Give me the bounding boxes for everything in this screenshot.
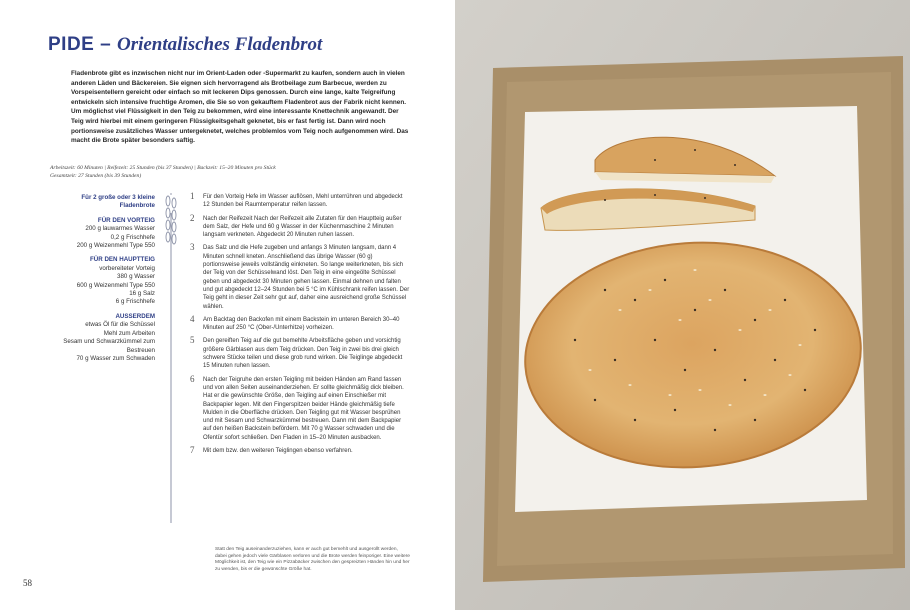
ingredient-item: 16 g Salz [129, 290, 155, 298]
title-dash: – [94, 34, 117, 55]
ingredient-item: 200 g lauwarmes Wasser [85, 225, 155, 233]
section-heading-ausserdem: AUSSERDEM [115, 312, 155, 320]
step-text: Den gereiften Teig auf die gut bemehlte Arbeitsfläche geben und vorsichtig größere Gärblasen aus dem Teig drücken. Den Teig in zwei bis drei gleich schwere Stücke teilen und diese grob rund wirken. Die Teiglinge abgedeckt 15 Minuten ruhen lassen. [203, 338, 403, 370]
photo-illustration [455, 0, 910, 610]
step-text: Das Salz und die Hefe zugeben und anfangs 3 Minuten langsam, dann 4 Minuten schnell kneten. Anschließend das übrige Wasser (60 g) portionsweise jeweils vollständig einkneten. So lange weiterkneten, bis sich der Teig von der Schüsselwand löst. Den Teig in eine eingeölte Schüssel geben und abgedeckt 30 Minuten gehen lassen. Einmal dehnen und falten und gut abgedeckt 12–24 Stunden bei 5 °C im Kühlschrank reifen lassen. Der Teig geht in dieser Zeit sehr gut auf, daher eine ausreichend große Schüssel wählen. [203, 245, 410, 310]
ingredient-item: 70 g Wasser zum Schwaden [76, 354, 155, 362]
step-text: Nach der Teigruhe den ersten Teigling mit beiden Händen am Rand fassen und von allen Seiten auseinanderziehen. Er sollte gleichmäßig dick bleiben. Hat er die gewünschte Größe, den Teigling auf einen Einschießer mit Backpapier legen. Mit den Fingerspitzen beider Hände gleichmäßig tiefe Mulden in die Oberfläche drücken. Den Teigling gut mit Wasser besprühen und mit Sesam und Schwarzkümmel bestreuen. Dann mit dem Backpapier auf den heißen Backstein befördern. Mit 70 g Wasser schwaden und die Ofentür sofort schließen. Den Fladen in 15–20 Minuten ausbacken. [203, 376, 404, 441]
time-info-line-2: Gesamtzeit: 27 Stunden (bis 39 Stunden) [50, 173, 142, 179]
step-number: 7 [190, 445, 195, 456]
step-6 [190, 373, 410, 442]
time-info [50, 164, 410, 180]
step-number: 1 [190, 191, 195, 201]
ingredient-item: 200 g Weizenmehl Type 550 [76, 242, 155, 250]
step-2 [190, 212, 410, 240]
step-number: 6 [190, 373, 195, 384]
title-main: PIDE [48, 34, 95, 55]
page-title [48, 34, 322, 56]
tip-note: Statt den Teig auseinanderzuziehen, kann er auch gut bemehlt und ausgerollt werden, dabei gehen jedoch viele Gärblasen verloren und die Brote werden feinporiger. Eine weitere Möglichkeit ist, den Teig wie ein Pizzabäcker zwischen den gespreizten Händen hin und her zu wenden, bis er die gewünschte Größe hat. [215, 547, 410, 572]
wheat-stalk-icon [163, 193, 179, 523]
step-7 [190, 447, 410, 455]
ingredient-item: vorbereiteter Vorteig [99, 264, 155, 272]
step-5 [190, 337, 410, 370]
intro-paragraph: Fladenbrote gibt es inzwischen nicht nur im Orient-Laden oder -Supermarkt zu kaufen, sondern auch in vielen anderen Läden und Bäckereien. Sie eignen sich hervorragend als Brotbeilage zum Barbecue, werden zu Vorspeisentellern gereicht oder einfach so mit leckeren Dips genossen. Durch eine lange, kalte Teigreifung entwickeln sich intensive fruchtige Aromen, die Sie so von gekauftem Fladenbrot aus der Fabrik nicht kennen. Um möglichst viel Flüssigkeit in den Teig zu bekommen, wird eine interessante Knettechnik angewandt. Der Teig wird hierbei mit einem geringeren Flüssigkeitsgehalt geknetet, bis er fast fertig ist. Dann wird noch portionsweise zusätzliches Wasser untergeknetet, welches problemlos vom Teig noch aufgenommen wird. Das macht die Brote später besonders saftig. [71, 70, 409, 145]
ingredient-item: Sesam und Schwarzkümmel zum Bestreuen [63, 338, 155, 354]
step-text: Am Backtag den Backofen mit einem Backstein im unteren Bereich 30–40 Minuten auf 250 °C (Ober-/Unterhitze) vorheizen. [203, 316, 400, 332]
step-text: Nach der Reifezeit Nach der Reifezeit alle Zutaten für den Hauptteig außer dem Salz, der Hefe und 60 g Wasser in der Küchenmaschine 2 Minuten langsam verkneten. Abgedeckt 20 Minuten ruhen lassen. [203, 215, 402, 239]
step-number: 5 [190, 335, 195, 346]
yield-label: Für 2 große oder 3 kleine Fladenbrote [81, 194, 155, 210]
ingredient-item: 6 g Frischhefe [115, 298, 155, 306]
step-text: Für den Vorteig Hefe im Wasser auflösen, Mehl unterrühren und abgedeckt 12 Stunden bei Raumtemperatur reifen lassen. [203, 194, 403, 209]
bread-photo [455, 0, 910, 610]
instruction-steps [190, 193, 410, 460]
section-heading-vorteig: FÜR DEN VORTEIG [97, 216, 155, 224]
ingredient-item: 380 g Wasser [117, 273, 155, 281]
step-text: Mit dem bzw. den weiteren Teiglingen ebenso verfahren. [203, 448, 353, 455]
section-heading-hauptteig: FÜR DEN HAUPTTEIG [90, 256, 155, 264]
page-number: 58 [23, 578, 32, 588]
ingredient-item: 0,2 g Frischhefe [110, 233, 155, 241]
ingredient-item: Mehl zum Arbeiten [103, 329, 155, 337]
step-number: 2 [190, 212, 195, 223]
ingredient-item: 600 g Weizenmehl Type 550 [76, 281, 155, 289]
step-1 [190, 193, 410, 210]
step-3 [190, 244, 410, 310]
ingredient-item: etwas Öl für die Schüssel [85, 321, 155, 329]
step-number: 4 [190, 313, 195, 324]
ingredients-list [55, 194, 155, 363]
title-subtitle: Orientalisches Fladenbrot [116, 34, 323, 55]
step-4 [190, 313, 410, 333]
time-info-line-1: Arbeitszeit: 60 Minuten | Reifezeit: 25 Stunden (bis 37 Stunden) | Backzeit: 15–20 Minuten pro Stück [50, 165, 276, 171]
step-number: 3 [190, 242, 195, 253]
